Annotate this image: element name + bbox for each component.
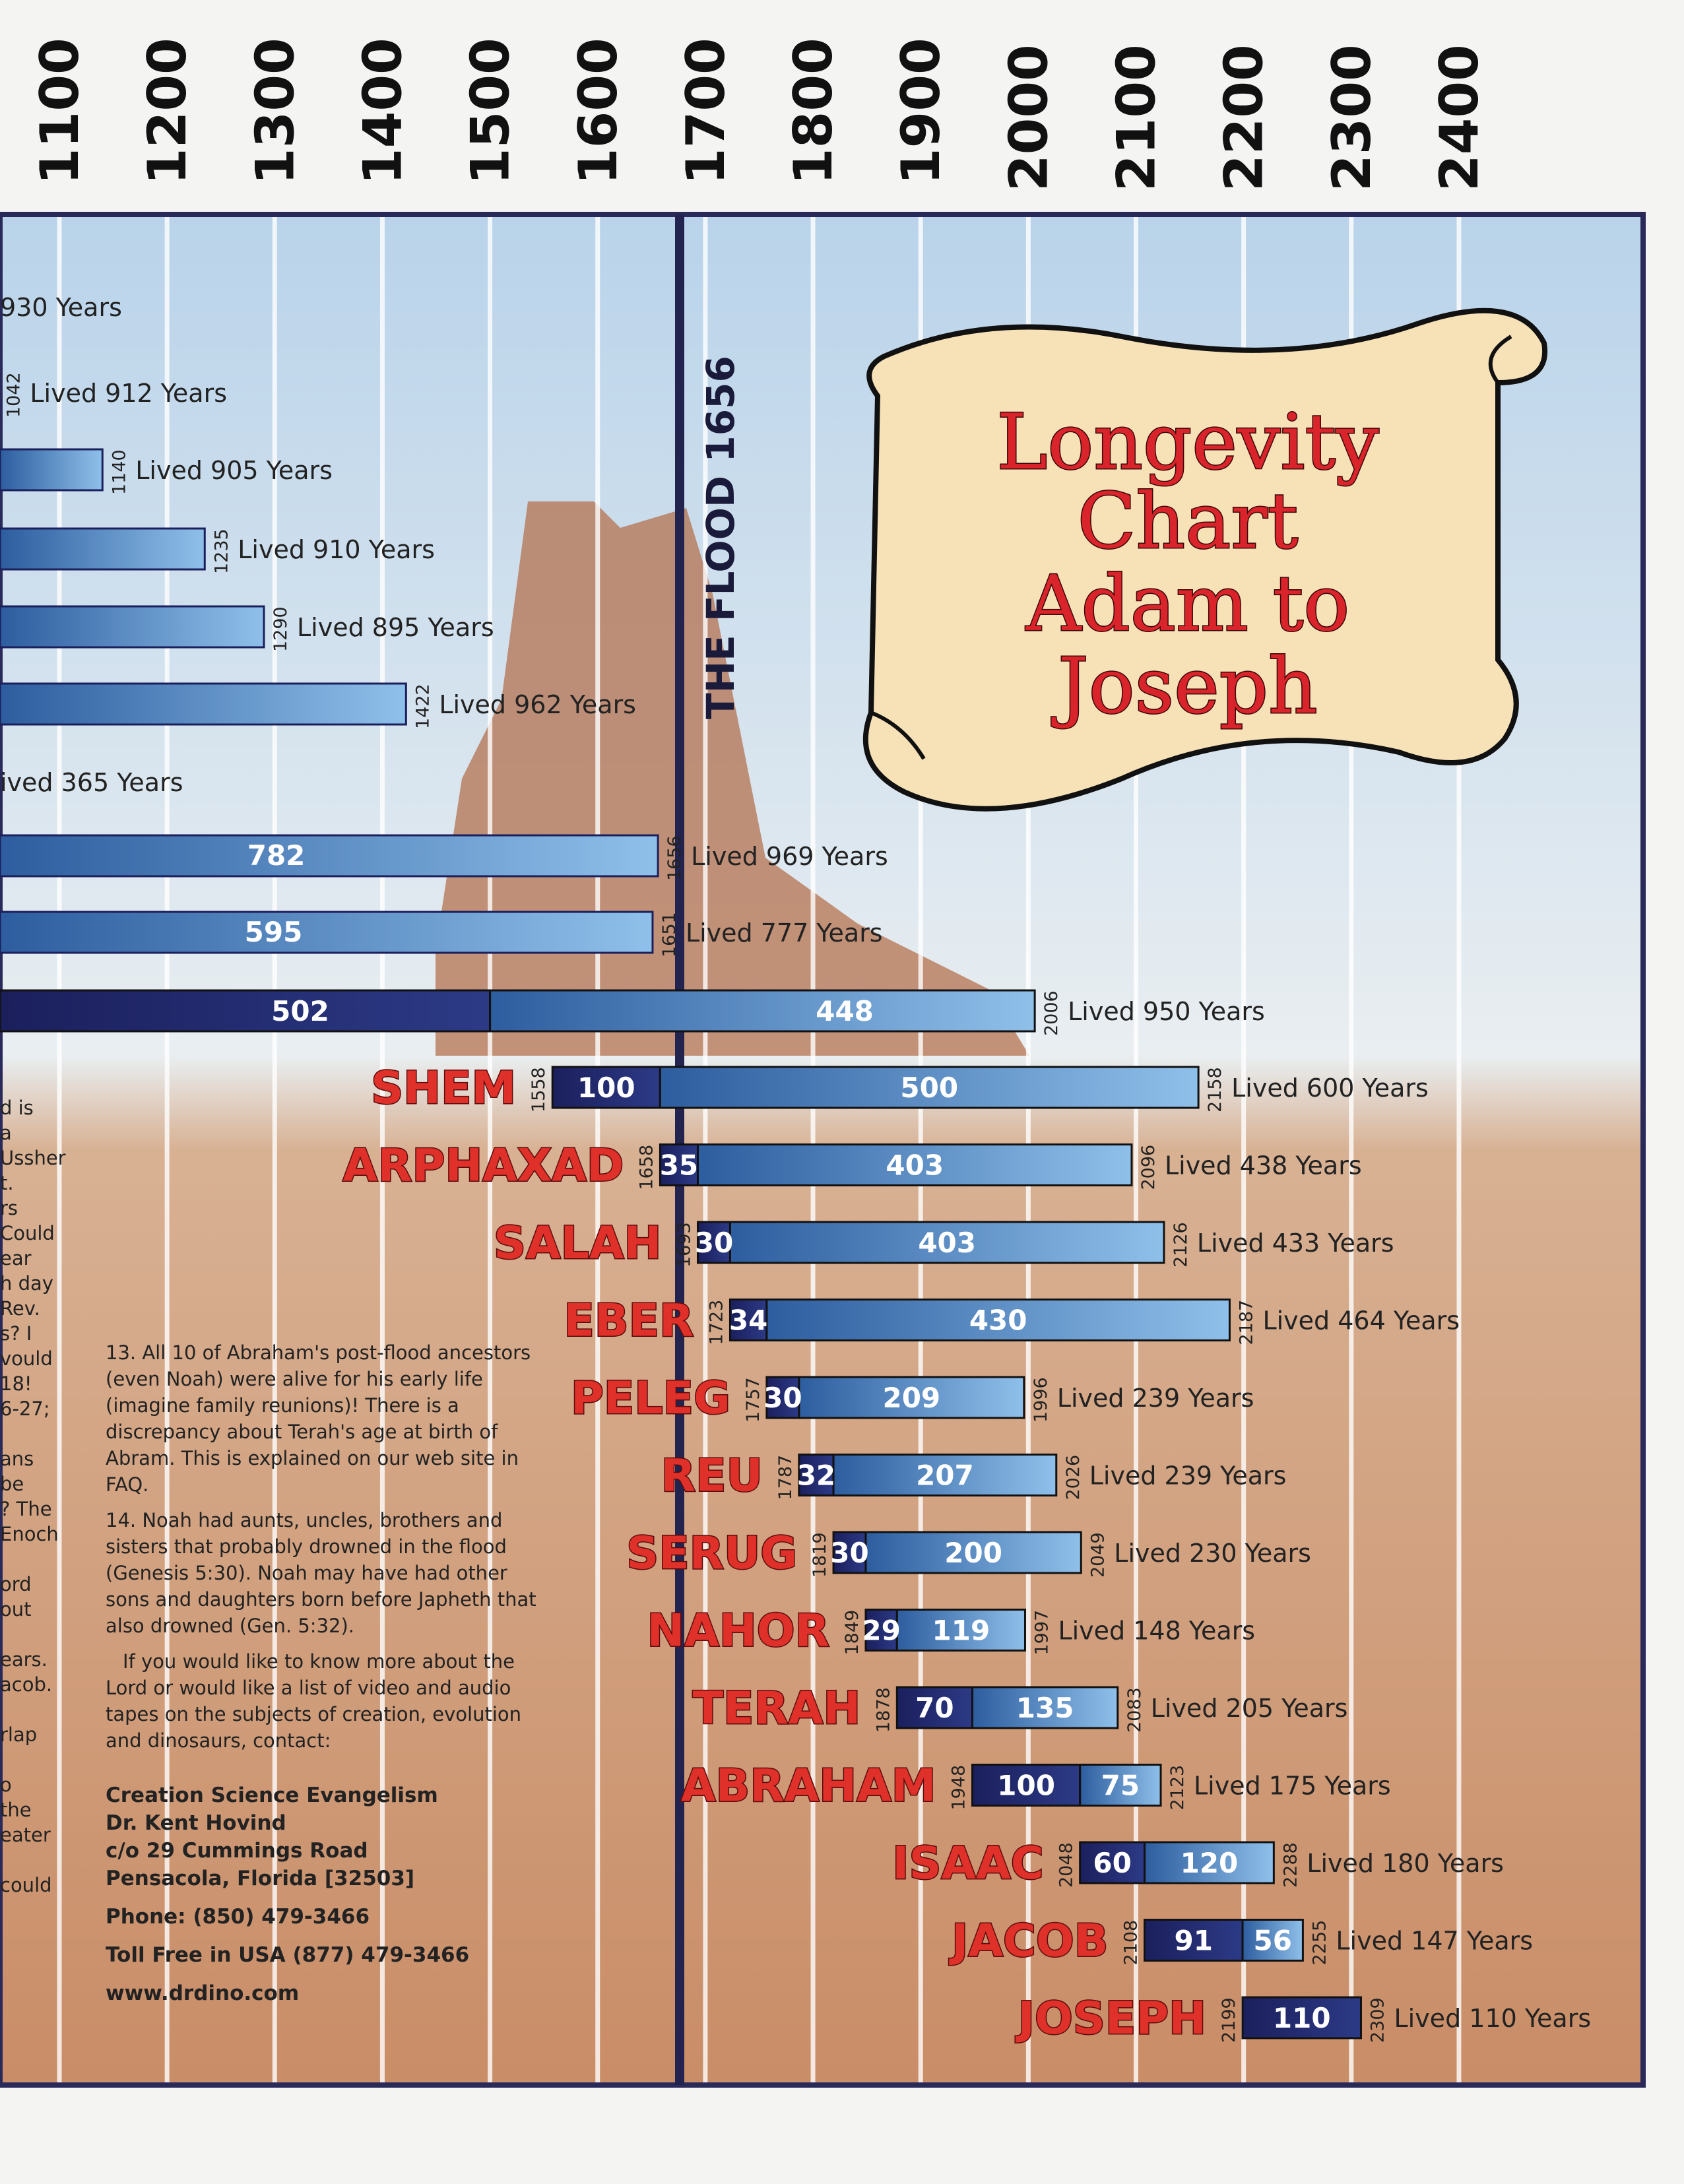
patriarch-name: REU (661, 1450, 763, 1502)
bar-value: 110 (1272, 2002, 1331, 2034)
x-tick-label: 2300 (1320, 44, 1382, 191)
bar-value: 500 (900, 1072, 959, 1104)
cut-text-line: out (0, 1598, 32, 1621)
cut-text-line (0, 1622, 59, 1647)
cut-text-line: acob. (0, 1673, 53, 1696)
bar-value: 119 (932, 1614, 990, 1647)
contact-phone: Phone: (850) 479-3466 (106, 1905, 370, 1929)
contact-tollfree: Toll Free in USA (877) 479-3466 (106, 1943, 470, 1967)
lived-label: Lived 962 Years (439, 690, 636, 719)
birth-year-label: 1558 (529, 1067, 550, 1112)
patriarch-name: EBER (564, 1295, 694, 1347)
note-14: 14. Noah had aunts, uncles, brothers and sisters that probably drowned in the flood (Genesis 5:30). Noah may have had other sons and daughters born before Japheth that also drowned (Gen. 5:32). (106, 1509, 536, 1637)
x-tick-label: 1500 (459, 38, 521, 185)
lived-label: 930 Years (0, 293, 122, 322)
x-tick-label: 1700 (674, 38, 736, 185)
birth-year-label: 1878 (873, 1687, 894, 1733)
title-line-1: Longevity (996, 398, 1379, 487)
lived-label: Lived 175 Years (1194, 1771, 1391, 1801)
notes (106, 1339, 554, 1763)
patriarch-name: PELEG (571, 1372, 730, 1425)
bar-value: 100 (997, 1769, 1055, 1802)
contact-city: Pensacola, Florida [32503] (106, 1867, 415, 1890)
birth-year-label: 2199 (1219, 1997, 1240, 2043)
bar-value: 56 (1253, 1924, 1292, 1957)
lived-label: Lived 148 Years (1058, 1616, 1256, 1646)
bar-value: 595 (244, 916, 303, 948)
bar-value: 60 (1093, 1847, 1132, 1879)
cut-text-line: rs (0, 1197, 18, 1219)
lived-label: Lived 910 Years (238, 535, 435, 564)
x-tick-label: 1400 (352, 38, 414, 185)
end-year-label: 2126 (1170, 1222, 1191, 1268)
end-year-label: 2187 (1236, 1299, 1257, 1345)
end-year-label: 2083 (1124, 1687, 1145, 1733)
birth-year-label: 1819 (810, 1532, 831, 1578)
end-year-label: 1235 (211, 529, 232, 574)
lived-label: Lived 905 Years (135, 456, 333, 485)
bar-value: 30 (694, 1227, 734, 1259)
lived-label: Lived 230 Years (1114, 1539, 1311, 1568)
end-year-label: 1422 (412, 684, 434, 729)
x-tick-label: 1200 (137, 38, 199, 185)
lived-label: Lived 950 Years (1068, 997, 1265, 1026)
bar-value: 403 (886, 1149, 944, 1182)
bar-value: 30 (830, 1537, 869, 1569)
birth-year-label: 1693 (674, 1222, 695, 1268)
end-year-label: 2026 (1062, 1454, 1084, 1500)
end-year-label: 2006 (1041, 990, 1062, 1036)
end-year-label: 2288 (1280, 1842, 1301, 1888)
bar-value: 32 (796, 1459, 836, 1492)
cut-text-line: vould (0, 1347, 53, 1370)
x-tick-label: 2100 (1105, 44, 1167, 191)
end-year-label: 2049 (1087, 1532, 1109, 1578)
cut-text-line: Enoch (0, 1523, 59, 1545)
bar (0, 835, 658, 876)
patriarch-name: ISAAC (892, 1838, 1044, 1890)
lived-label: Lived 205 Years (1150, 1694, 1348, 1723)
bar (0, 529, 205, 569)
x-tick-label: 1300 (244, 38, 306, 185)
lived-label: Lived 438 Years (1164, 1151, 1362, 1180)
end-year-label: 2255 (1309, 1919, 1330, 1966)
x-tick-label: 2200 (1213, 44, 1275, 191)
birth-year-label: 1948 (948, 1764, 969, 1811)
x-axis-ticks (29, 38, 1490, 191)
contact-org: Creation Science Evangelism (106, 1783, 438, 1807)
end-year-label: 1996 (1030, 1377, 1051, 1423)
cut-text-line: could (0, 1874, 52, 1896)
lived-label: Lived 895 Years (296, 613, 494, 642)
x-tick-label: 1800 (783, 38, 845, 185)
lived-label: Lived 600 Years (1231, 1074, 1429, 1103)
birth-year-label: 1658 (636, 1144, 657, 1190)
birth-year-label: 1849 (841, 1609, 862, 1655)
lived-label: Lived 239 Years (1056, 1384, 1254, 1413)
bar-value: 70 (915, 1692, 954, 1724)
patriarch-name: SHEM (371, 1062, 517, 1114)
lived-label: Lived 912 Years (30, 379, 228, 408)
contact-street: c/o 29 Cummings Road (106, 1839, 368, 1863)
cut-text-line: ear (0, 1247, 32, 1269)
bar (0, 449, 102, 490)
patriarch-name: ABRAHAM (680, 1760, 936, 1813)
lived-label: Lived 777 Years (685, 918, 883, 947)
bar-value: 200 (944, 1537, 1002, 1569)
bar (0, 912, 653, 953)
cut-text-line: be (0, 1473, 24, 1495)
cut-text-line (0, 1747, 59, 1772)
bar-value: 91 (1174, 1924, 1214, 1957)
bar-value: 209 (882, 1382, 941, 1414)
cut-text-line: h day (0, 1272, 53, 1295)
lived-label: Lived 433 Years (1196, 1229, 1394, 1258)
cut-text-line: Ussher (0, 1147, 66, 1169)
bar-value: 29 (862, 1614, 901, 1647)
cut-text-line (0, 1847, 59, 1873)
bar-value: 135 (1016, 1692, 1074, 1724)
bar (0, 606, 264, 647)
end-year-label: 2309 (1367, 1997, 1388, 2043)
flood-label: THE FLOOD 1656 (698, 356, 743, 719)
cut-text-line: ans (0, 1448, 34, 1470)
end-year-label: 1042 (3, 372, 24, 418)
cut-text-line: s? I (0, 1322, 32, 1345)
bar-value: 448 (816, 995, 874, 1027)
cut-text-line: ears. (0, 1648, 48, 1671)
patriarch-name: JOSEPH (1018, 1993, 1207, 2045)
cut-text-line: Could (0, 1222, 55, 1244)
cut-text-line: d is (0, 1097, 34, 1119)
bar (0, 684, 406, 724)
lived-label: Lived 239 Years (1089, 1461, 1287, 1491)
cut-text-line: rlap (0, 1723, 38, 1746)
patriarch-name: TERAH (692, 1683, 861, 1735)
bar-value: 75 (1101, 1769, 1140, 1802)
cut-text-line: ? The (0, 1498, 52, 1520)
bar-value: 782 (247, 839, 306, 872)
bar-value: 403 (918, 1227, 977, 1259)
cut-text-line: o (0, 1774, 12, 1796)
cut-text-line (0, 1421, 59, 1446)
patriarch-name: SALAH (494, 1217, 662, 1269)
birth-year-label: 1757 (742, 1377, 763, 1423)
bar-value: 430 (969, 1304, 1027, 1337)
contact-person: Dr. Kent Hovind (106, 1811, 286, 1835)
end-year-label: 2123 (1167, 1764, 1188, 1811)
end-year-label: 1140 (109, 449, 130, 495)
title-line-3: Adam to (1025, 560, 1350, 649)
birth-year-label: 1787 (775, 1454, 796, 1500)
end-year-label: 2158 (1205, 1067, 1226, 1112)
contact-block (106, 1782, 567, 2007)
title-scroll (866, 311, 1545, 809)
title-line-2: Chart (1077, 477, 1299, 566)
bar-before (0, 990, 490, 1031)
x-tick-label: 1900 (890, 38, 952, 185)
title-line-4: Joseph (1058, 642, 1318, 731)
lived-label: ived 365 Years (0, 768, 183, 797)
lived-label: Lived 180 Years (1307, 1849, 1504, 1878)
cut-text-line: a (0, 1122, 12, 1144)
cut-text-line: 18! (0, 1372, 32, 1395)
cut-text-line: t. (0, 1172, 14, 1194)
lived-label: Lived 147 Years (1336, 1926, 1534, 1956)
birth-year-label: 2108 (1120, 1919, 1142, 1966)
bar-value: 120 (1180, 1847, 1239, 1879)
bar-value: 100 (577, 1072, 635, 1104)
cut-text-line: ord (0, 1573, 32, 1595)
patriarch-name: NAHOR (647, 1605, 829, 1657)
birth-year-label: 2048 (1056, 1842, 1077, 1888)
contact-web[interactable]: www.drdino.com (106, 1981, 300, 2005)
x-tick-label: 1100 (29, 38, 90, 185)
bar-value: 34 (729, 1304, 768, 1337)
birth-year-label: 1723 (706, 1299, 727, 1345)
x-tick-label: 2000 (998, 44, 1060, 191)
patriarch-name: SERUG (626, 1527, 798, 1580)
cut-text-line (0, 1697, 59, 1722)
cut-text-line: Rev. (0, 1297, 40, 1320)
x-tick-label: 1600 (567, 38, 629, 185)
end-year-label: 1651 (659, 912, 680, 957)
cut-text-line: eater (0, 1824, 51, 1846)
lived-label: Lived 464 Years (1262, 1306, 1460, 1335)
end-year-label: 1656 (664, 835, 686, 881)
bar-value: 207 (916, 1459, 974, 1492)
cut-text-line: 6-27; (0, 1397, 50, 1420)
cut-text-line (0, 1547, 59, 1572)
bar-after (490, 990, 1035, 1031)
bar-value: 502 (271, 995, 329, 1027)
cut-text-line: the (0, 1799, 32, 1821)
left-cut-text (0, 1095, 66, 1898)
patriarch-name: ARPHAXAD (342, 1140, 624, 1192)
bar-value: 30 (763, 1382, 802, 1414)
lived-label: Lived 969 Years (691, 842, 888, 871)
x-tick-label: 2400 (1428, 44, 1490, 191)
patriarch-name: JACOB (952, 1915, 1109, 1968)
end-year-label: 1997 (1031, 1609, 1052, 1655)
bar-value: 35 (659, 1149, 699, 1182)
note-15: If you would like to know more about the Lord or would like a list of video and audio tapes on the subjects of creation, evolution and dinosaurs, contact: (106, 1650, 522, 1752)
end-year-label: 2096 (1138, 1144, 1159, 1190)
note-13: 13. All 10 of Abraham's post-flood ancestors (even Noah) were alive for his early life (imagine family reunions)! There is a discrepancy about Terah's age at birth of Abram. This is explained on our web site in FAQ. (106, 1341, 531, 1496)
lived-label: Lived 110 Years (1394, 2004, 1592, 2033)
end-year-label: 1290 (270, 606, 291, 652)
